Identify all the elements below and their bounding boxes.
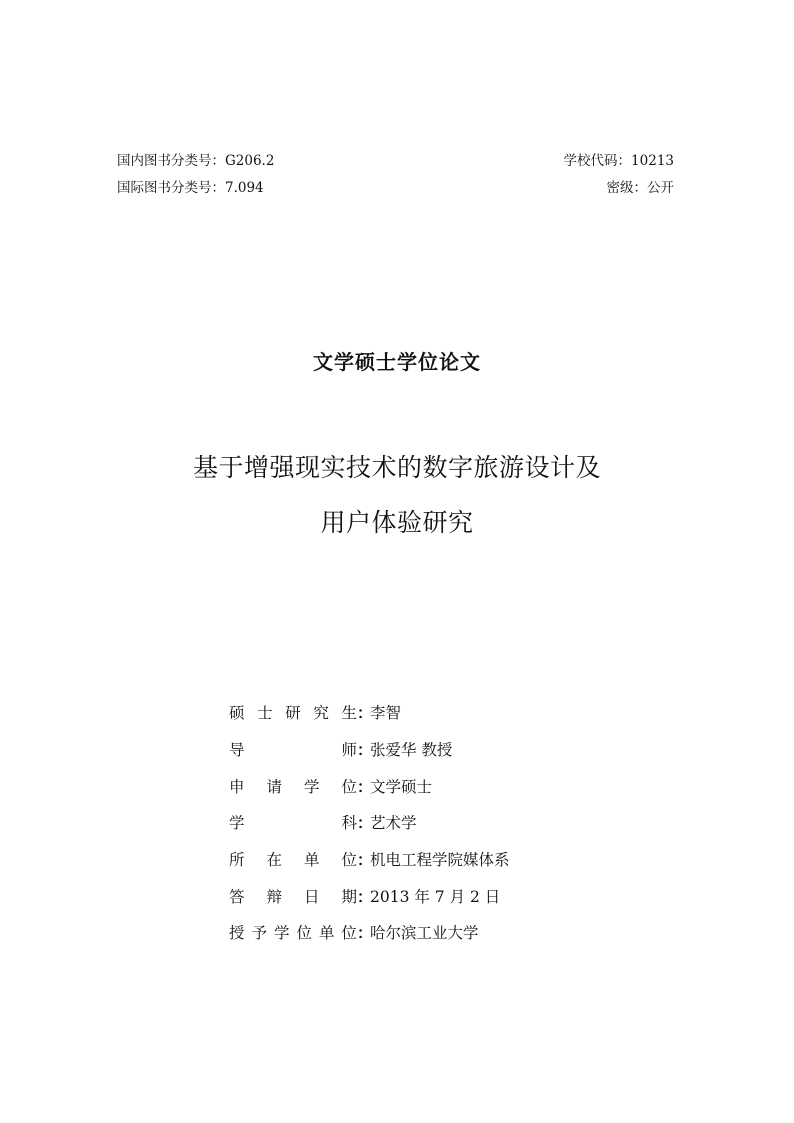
info-label-char: 位 (341, 777, 357, 796)
thesis-info-table (229, 694, 510, 951)
info-colon: ： (357, 776, 373, 796)
thesis-title-line-1: 基于增强现实技术的数字旅游设计及 (192, 453, 601, 482)
info-label-char: 单 (318, 924, 335, 943)
info-label-char: 辩 (266, 887, 282, 906)
info-label-char: 申 (229, 777, 245, 796)
secrecy-level: 密级：公开 (606, 180, 674, 196)
info-label-char: 予 (251, 924, 267, 943)
info-label-char: 单 (303, 851, 320, 870)
info-row (229, 804, 510, 841)
info-label (229, 701, 357, 723)
info-label-char: 研 (285, 704, 301, 723)
info-label-char: 授 (229, 924, 245, 943)
info-label-char: 位 (341, 924, 357, 943)
degree-title: 文学硕士学位论文 (313, 350, 481, 374)
info-label-char: 在 (266, 851, 282, 870)
info-row (229, 877, 510, 914)
info-label-char: 生 (341, 704, 357, 723)
info-label-char: 答 (229, 887, 245, 906)
info-value: 机电工程学院媒体系 (370, 851, 510, 870)
info-label (229, 921, 357, 943)
info-label-char: 士 (257, 704, 273, 723)
info-row (229, 914, 510, 951)
info-label-char: 位 (296, 924, 312, 943)
info-row (229, 731, 510, 768)
info-label-char: 学 (229, 814, 245, 833)
info-label-char: 硕 (229, 704, 245, 723)
info-colon: ： (357, 740, 373, 760)
school-code: 学校代码：10213 (563, 153, 674, 169)
info-colon: ： (357, 813, 373, 833)
info-label-char: 科 (341, 814, 357, 833)
info-value: 文学硕士 (370, 777, 433, 796)
info-value: 2013 年 7 月 2 日 (370, 887, 501, 906)
info-row (229, 694, 510, 731)
info-label (229, 811, 357, 833)
info-label-char: 位 (341, 851, 357, 870)
info-label-char: 学 (273, 924, 290, 943)
info-row (229, 841, 510, 878)
info-label (229, 738, 357, 760)
info-colon: ： (357, 703, 373, 723)
info-label-char: 究 (313, 704, 329, 723)
domestic-classification-number: 国内图书分类号：G206.2 (117, 153, 275, 169)
thesis-title-line-2: 用户体验研究 (320, 508, 474, 537)
info-row (229, 767, 510, 804)
info-value: 艺术学 (370, 814, 417, 833)
info-label-char: 请 (266, 777, 282, 796)
info-label-char: 日 (303, 887, 320, 906)
info-label-char: 学 (303, 777, 320, 796)
info-colon: ： (357, 923, 373, 943)
info-label (229, 848, 357, 870)
info-colon: ： (357, 886, 373, 906)
info-label (229, 775, 357, 797)
info-value: 张爱华 教授 (370, 741, 453, 760)
info-value: 哈尔滨工业大学 (370, 924, 479, 943)
info-label (229, 885, 357, 907)
info-label-char: 师 (341, 741, 357, 760)
info-label-char: 期 (341, 887, 357, 906)
info-value: 李智 (370, 704, 402, 723)
info-label-char: 导 (229, 741, 245, 760)
international-classification-number: 国际图书分类号：7.094 (117, 180, 264, 196)
info-colon: ： (357, 850, 373, 870)
info-label-char: 所 (229, 851, 245, 870)
